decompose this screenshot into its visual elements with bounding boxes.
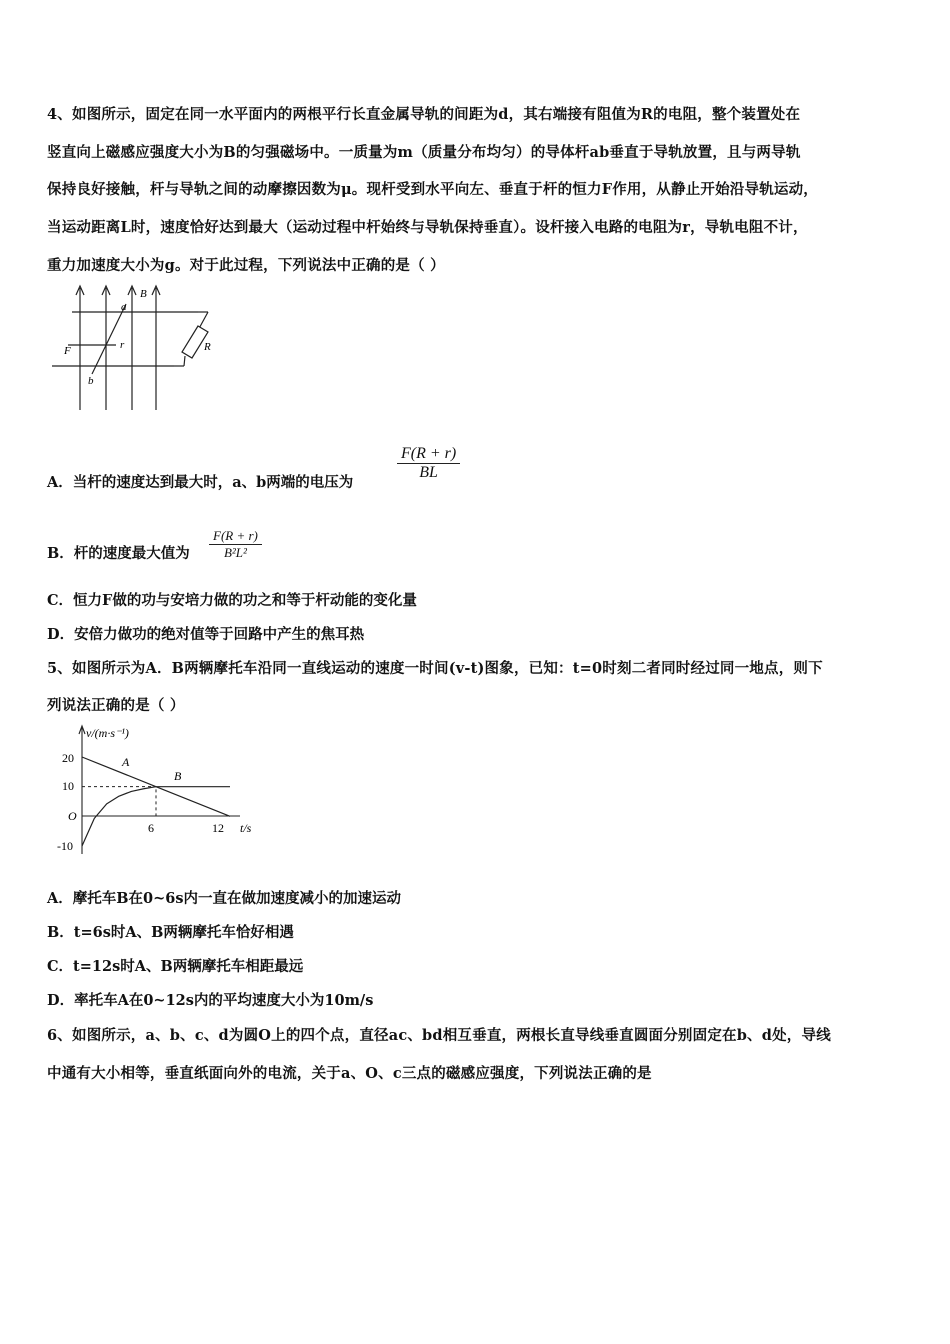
q4-option-b-fraction xyxy=(209,528,262,561)
q5-line-1: 5、如图所示为A．B两辆摩托车沿同一直线运动的速度一时间(v-t)图象，已知：t=0时刻二者同时经过同一地点，则下 xyxy=(47,660,823,677)
q4-line-1: 4、如图所示，固定在同一水平面内的两根平行长直金属导轨的间距为d，其右端接有阻值为R的电阻，整个装置处在 xyxy=(47,106,801,123)
q4-option-a: A．当杆的速度达到最大时，a、b两端的电压为 xyxy=(47,474,354,491)
chart-ylabel: v/(m·s⁻¹) xyxy=(86,726,129,740)
q4-option-a-numerator: F(R + r) xyxy=(397,445,460,464)
ytick-20: 20 xyxy=(62,751,74,765)
q4-option-c: C．恒力F做的功与安培力做的功之和等于杆动能的变化量 xyxy=(47,592,417,609)
q5-option-a: A．摩托车B在0~6s内一直在做加速度减小的加速运动 xyxy=(47,890,401,907)
series-label-B: B xyxy=(174,769,182,783)
q4-option-b-numerator: F(R + r) xyxy=(209,528,262,545)
q4-line-3: 保持良好接触，杆与导轨之间的动摩擦因数为μ。现杆受到水平向左、垂直于杆的恒力F作用，从静止开始沿导轨运动， xyxy=(47,181,819,198)
xtick-6: 6 xyxy=(148,821,154,835)
q4-line-2: 竖直向上磁感应强度大小为B的匀强磁场中。一质量为m（质量分布均匀）的导体杆ab垂直于导轨放置，且与两导轨 xyxy=(47,144,801,161)
q5-option-b: B．t=6s时A、B两辆摩托车恰好相遇 xyxy=(47,924,294,941)
q4-option-b-denominator: B²L² xyxy=(223,545,247,560)
q5-option-c: C．t=12s时A、B两辆摩托车相距最远 xyxy=(47,958,304,975)
label-R: R xyxy=(204,341,211,353)
series-label-A: A xyxy=(122,755,130,769)
label-B: B xyxy=(140,288,147,300)
q5-option-d: D．率托车A在0~12s内的平均速度大小为10m/s xyxy=(47,992,374,1009)
label-a: a xyxy=(121,301,127,313)
q4-line-5: 重力加速度大小为g。对于此过程，下列说法中正确的是（ ） xyxy=(47,257,445,274)
chart-xlabel: t/s xyxy=(240,821,252,835)
q4-option-b: B．杆的速度最大值为 xyxy=(47,545,190,562)
q4-line-4: 当运动距离L时，速度恰好达到最大（运动过程中杆始终与导轨保持垂直）。设杆接入电路的电阻为r，导轨电阻不计， xyxy=(47,219,808,236)
xtick-12: 12 xyxy=(212,821,224,835)
q4-option-a-denominator: BL xyxy=(419,464,438,481)
ytick-neg10: -10 xyxy=(57,839,73,853)
q4-option-a-fraction xyxy=(397,445,460,482)
q6-line-1: 6、如图所示，a、b、c、d为圆O上的四个点，直径ac、bd相互垂直，两根长直导线垂直圆面分别固定在b、d处，导线 xyxy=(47,1027,831,1044)
label-r: r xyxy=(120,339,125,351)
label-b: b xyxy=(88,375,94,387)
q4-option-d: D．安倍力做功的绝对值等于回路中产生的焦耳热 xyxy=(47,626,365,643)
q4-rail-figure xyxy=(48,282,238,412)
chart-origin: O xyxy=(68,809,77,823)
ytick-10: 10 xyxy=(62,779,74,793)
q6-line-2: 中通有大小相等，垂直纸面向外的电流，关于a、O、c三点的磁感应强度，下列说法正确的是 xyxy=(47,1065,652,1082)
vt-chart xyxy=(48,722,268,857)
label-F: F xyxy=(64,345,71,357)
q5-line-2: 列说法正确的是（ ） xyxy=(47,697,185,714)
